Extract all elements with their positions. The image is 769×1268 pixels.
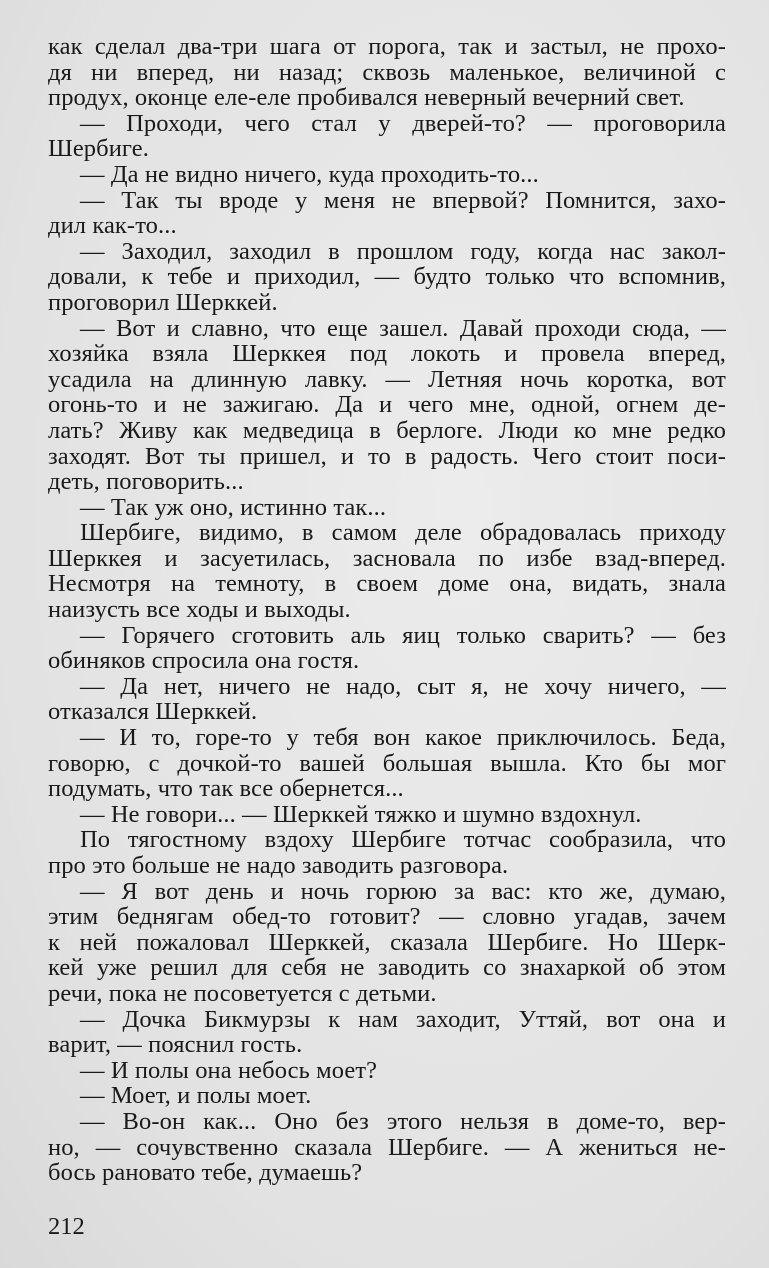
body-text bbox=[48, 34, 726, 1186]
text-line: — Дочка Бикмурзы к нам заходит, Уттяй, вот она и bbox=[80, 1005, 726, 1033]
text-line: — Моет, и полы моет. bbox=[80, 1082, 312, 1110]
text-line: говорю, с дочкой-то вашей большая вышла. Кто бы мог bbox=[48, 749, 726, 777]
text-line: отказался Шерккей. bbox=[48, 698, 258, 726]
text-line: — И то, горе-то у тебя вон какое приключилось. Беда, bbox=[80, 724, 726, 752]
text-line: про это больше не надо заводить разговора. bbox=[48, 852, 509, 879]
text-line: к ней пожаловал Шерккей, сказала Шербиге. Но Шерк- bbox=[48, 928, 726, 956]
text-line: — Во-он как... Оно без этого нельзя в доме-то, вер- bbox=[80, 1107, 726, 1135]
text-line: — И полы она небось моет? bbox=[80, 1056, 378, 1084]
text-line: варит, — пояснил гость. bbox=[48, 1031, 303, 1059]
page-number: 212 bbox=[48, 1213, 85, 1240]
text-line: — Не говори... — Шерккей тяжко и шумно вздохнул. bbox=[80, 800, 642, 828]
text-line: лать? Живу как медведица в берлоге. Люди ко мне редко bbox=[48, 416, 726, 444]
text-line: проговорил Шерккей. bbox=[48, 288, 278, 316]
text-line: — Вот и славно, что еще зашел. Давай проходи сюда, — bbox=[80, 314, 726, 342]
text-line: продух, оконце еле-еле пробивался неверный вечерний свет. bbox=[48, 84, 685, 112]
text-line: По тягостному вздоху Шербиге тотчас сообразила, что bbox=[80, 826, 726, 854]
text-line: обиняков спросила она гостя. bbox=[48, 647, 360, 675]
text-line: этим беднягам обед-то готовит? — словно угадав, зачем bbox=[48, 903, 726, 931]
text-line: дя ни вперед, ни назад; сквозь маленькое, величиной с bbox=[48, 58, 726, 86]
text-line: как сделал два-три шага от порога, так и застыл, не прохо- bbox=[48, 33, 726, 60]
text-line: наизусть все ходы и выходы. bbox=[48, 596, 351, 624]
text-line: — Проходи, чего стал у дверей-то? — проговорила bbox=[80, 109, 726, 137]
text-line: — Да нет, ничего не надо, сыт я, не хочу ничего, — bbox=[80, 672, 726, 700]
text-line: хозяйка взяла Шерккея под локоть и провела вперед, bbox=[48, 340, 726, 368]
text-line: дил как-то... bbox=[48, 212, 177, 240]
text-line: но, — сочувственно сказала Шербиге. — А жениться не- bbox=[48, 1133, 726, 1161]
text-line: усадила на длинную лавку. — Летняя ночь коротка, вот bbox=[48, 365, 726, 393]
text-line: кей уже решил для себя не заводить со знахаркой об этом bbox=[48, 954, 726, 982]
text-line: подумать, что так все обернется... bbox=[48, 775, 404, 803]
text-line: заходят. Вот ты пришел, и то в радость. Чего стоит поси- bbox=[48, 442, 726, 470]
text-line: Шерккея и засуетилась, засновала по избе взад-вперед. bbox=[48, 544, 726, 572]
text-line: Шербиге, видимо, в самом деле обрадовалась приходу bbox=[80, 519, 726, 547]
text-line: — Так уж оно, истинно так... bbox=[80, 493, 387, 521]
text-line: бось рановато тебе, думаешь? bbox=[48, 1159, 363, 1187]
text-line: довали, к тебе и приходил, — будто только что вспомнив, bbox=[48, 263, 726, 291]
text-line: Несмотря на темноту, в своем доме она, видать, знала bbox=[48, 570, 726, 598]
text-line: Шербиге. bbox=[48, 135, 149, 163]
text-line: огонь-то и не зажигаю. Да и чего мне, одной, огнем де- bbox=[48, 391, 726, 419]
text-line: — Так ты вроде у меня не впервой? Помнится, захо- bbox=[80, 186, 726, 214]
text-line: — Я вот день и ночь горюю за вас: кто же, думаю, bbox=[80, 877, 726, 905]
text-line: — Да не видно ничего, куда проходить-то... bbox=[80, 160, 539, 188]
text-line: деть, поговорить... bbox=[48, 468, 244, 496]
text-line: — Заходил, заходил в прошлом году, когда нас закол- bbox=[80, 237, 726, 265]
text-line: речи, пока не посоветуется с детьми. bbox=[48, 979, 437, 1007]
text-line: — Горячего сготовить аль яиц только сварить? — без bbox=[80, 621, 726, 649]
